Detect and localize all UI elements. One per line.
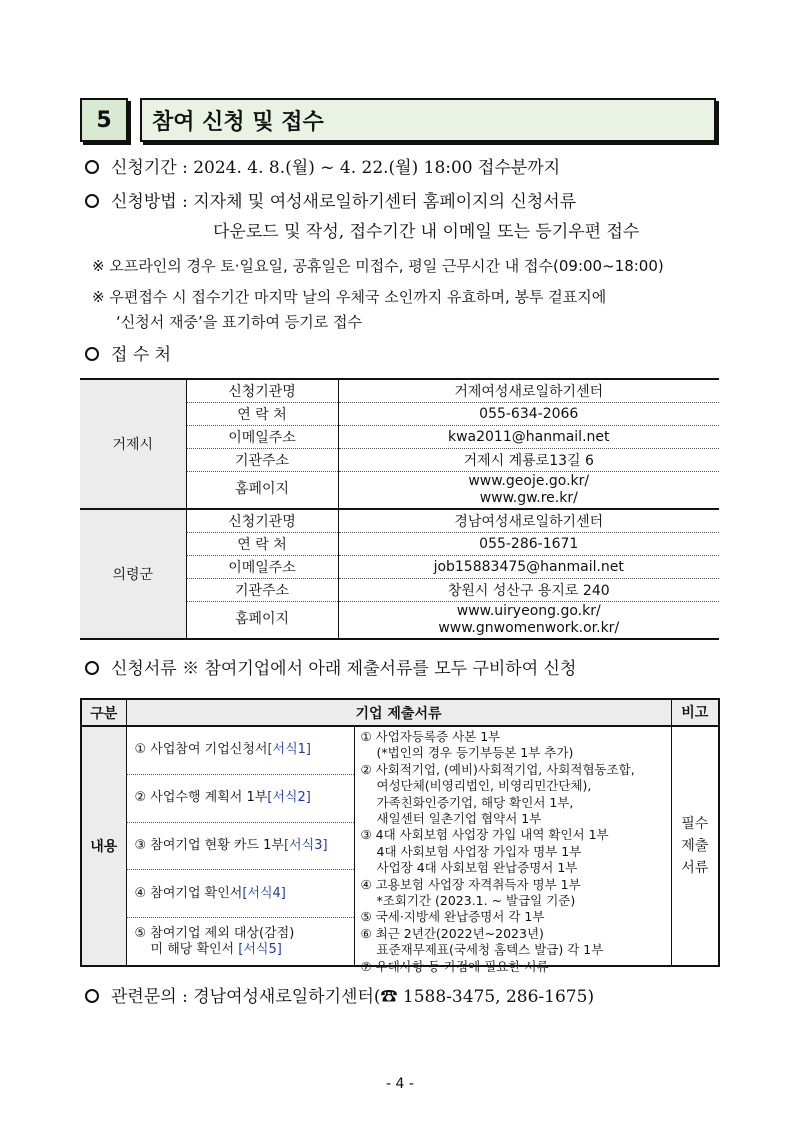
contact-table (80, 378, 719, 640)
homepage-link: www.gw.re.kr/ (479, 489, 578, 506)
method-text-1: 신청방법 : 지자체 및 여성새로일하기센터 홈페이지의 신청서류 (111, 192, 577, 212)
method-line-2 (213, 220, 639, 244)
col-header-remark: 비고 (671, 699, 719, 726)
doc-line: ⑦ 우대사항 등 가점에 필요한 서류 (360, 958, 549, 974)
contact-label: 연 락 처 (186, 402, 338, 425)
contact-label: 홈페이지 (186, 471, 338, 508)
homepage-link: www.uiryeong.go.kr/ (456, 602, 601, 619)
reception-heading-line (85, 343, 171, 367)
col-header-documents: 기업 제출서류 (126, 699, 671, 726)
phone-icon: ☎ (380, 987, 398, 1007)
required-docs-list (355, 727, 671, 974)
doc-line: ⑤ 국세·지방세 완납증명서 각 1부 (360, 909, 545, 925)
method-line (85, 190, 576, 214)
documents-table (80, 698, 720, 974)
doc-line: 사업장 4대 사회보험 완납증명서 1부 (376, 860, 578, 876)
section-title: 참여 신청 및 접수 (140, 98, 716, 142)
documents-cell (126, 726, 671, 974)
contact-value: 055-286-1671 (338, 532, 719, 555)
note-offline: ※ 오프라인의 경우 토·일요일, 공휴일은 미접수, 평일 근무시간 내 접수(09:00~18:00) (92, 257, 664, 275)
region-cell: 거제시 (80, 379, 186, 509)
row-label: 내용 (81, 726, 126, 966)
remark-cell: 필수 제출 서류 (671, 726, 719, 966)
inquiry-label: 관련문의 : 경남여성새로일하기센터( (111, 987, 381, 1007)
circle-bullet-icon (85, 347, 99, 361)
contact-label: 기관주소 (186, 578, 338, 601)
form-ref: [서식4] (242, 885, 286, 901)
contact-value: job15883475@hanmail.net (338, 555, 719, 578)
contact-label: 이메일주소 (186, 425, 338, 448)
form-ref: [서식3] (283, 837, 328, 853)
contact-label: 신청기관명 (186, 379, 338, 402)
contact-value: 055-634-2066 (338, 402, 719, 425)
doc-line: (*법인의 경우 등기부등본 1부 추가) (376, 745, 574, 761)
doc-line: ① 사업자등록증 사본 1부 (360, 729, 501, 744)
list-item: ④ 참여기업 확인서 [서식4] (127, 869, 354, 917)
contact-label: 신청기관명 (186, 509, 338, 532)
doc-line: *조회기간 (2023.1. ~ 발급일 기준) (376, 893, 576, 909)
method-text-2: 다운로드 및 작성, 접수기간 내 이메일 또는 등기우편 접수 (213, 222, 640, 242)
circle-bullet-icon (85, 661, 99, 675)
list-item: ⑤ 참여기업 제외 대상(감점) 미 해당 확인서 [서식5] (127, 917, 354, 965)
contact-value: 거제여성새로일하기센터 (338, 379, 719, 402)
contact-label: 홈페이지 (186, 601, 338, 638)
period-line (85, 156, 560, 180)
list-item: ② 사업수행 계획서 1부 [서식2] (127, 774, 354, 822)
form-ref: [서식5] (238, 941, 282, 957)
doc-line: 새일센터 일촌기업 협약서 1부 (376, 811, 542, 827)
homepage-cell (338, 601, 719, 638)
inquiry-line (85, 985, 594, 1009)
doc-line: ③ 4대 사회보험 사업장 가입 내역 확인서 1부 (360, 827, 609, 843)
doc-line: 표준재무제표(국세청 홈텍스 발급) 각 1부 (376, 942, 604, 958)
doc-line: 4대 사회보험 사업장 가입자 명부 1부 (376, 843, 582, 859)
contact-label: 기관주소 (186, 448, 338, 471)
contact-value: 경남여성새로일하기센터 (338, 509, 719, 532)
contact-label: 이메일주소 (186, 555, 338, 578)
circle-bullet-icon (85, 194, 99, 208)
inquiry-numbers: 1588-3475, 286-1675) (397, 987, 595, 1007)
doc-line: 여성단체(비영리법인, 비영리민간단체), (376, 778, 592, 794)
form-ref: [서식2] (267, 790, 311, 806)
doc-line: 가족친화인증기업, 해당 확인서 1부, (376, 794, 574, 810)
homepage-cell (338, 471, 719, 508)
doc-line: ⑥ 최근 2년간(2022년~2023년) (360, 925, 544, 941)
page-number: - 4 - (386, 1076, 414, 1092)
list-item: ③ 참여기업 현황 카드 1부 [서식3] (127, 822, 354, 870)
contact-value: 거제시 계룡로13길 6 (338, 448, 719, 471)
section-header (80, 98, 716, 146)
col-header-category: 구분 (81, 699, 126, 726)
docs-heading: 신청서류 ※ 참여기업에서 아래 제출서류를 모두 구비하여 신청 (111, 659, 577, 679)
note-mail-2: ‘신청서 재중’을 표기하여 등기로 접수 (116, 313, 362, 331)
period-text: 신청기간 : 2024. 4. 8.(월) ~ 4. 22.(월) 18:00 접수분까지 (111, 158, 561, 178)
list-item: ① 사업참여 기업신청서 [서식1] (134, 742, 311, 758)
forms-list (127, 727, 355, 965)
contact-label: 연 락 처 (186, 532, 338, 555)
region-cell: 의령군 (80, 509, 186, 639)
note-mail-1: ※ 우편접수 시 접수기간 마지막 날의 우체국 소인까지 유효하며, 봉투 겉표지에 (92, 288, 607, 306)
doc-line: ④ 고용보험 사업장 자격취득자 명부 1부 (360, 876, 581, 892)
section-number: 5 (80, 98, 128, 142)
form-ref: [서식1] (267, 742, 311, 758)
docs-heading-line (85, 657, 576, 681)
reception-heading: 접 수 처 (111, 345, 172, 365)
circle-bullet-icon (85, 160, 99, 174)
contact-value: 창원시 성산구 용지로 240 (338, 578, 719, 601)
doc-line: ② 사회적기업, (예비)사회적기업, 사회적협동조합, (360, 761, 635, 777)
homepage-link: www.gnwomenwork.or.kr/ (438, 619, 620, 636)
circle-bullet-icon (85, 989, 99, 1003)
contact-value: kwa2011@hanmail.net (338, 425, 719, 448)
homepage-link: www.geoje.go.kr/ (468, 472, 590, 489)
